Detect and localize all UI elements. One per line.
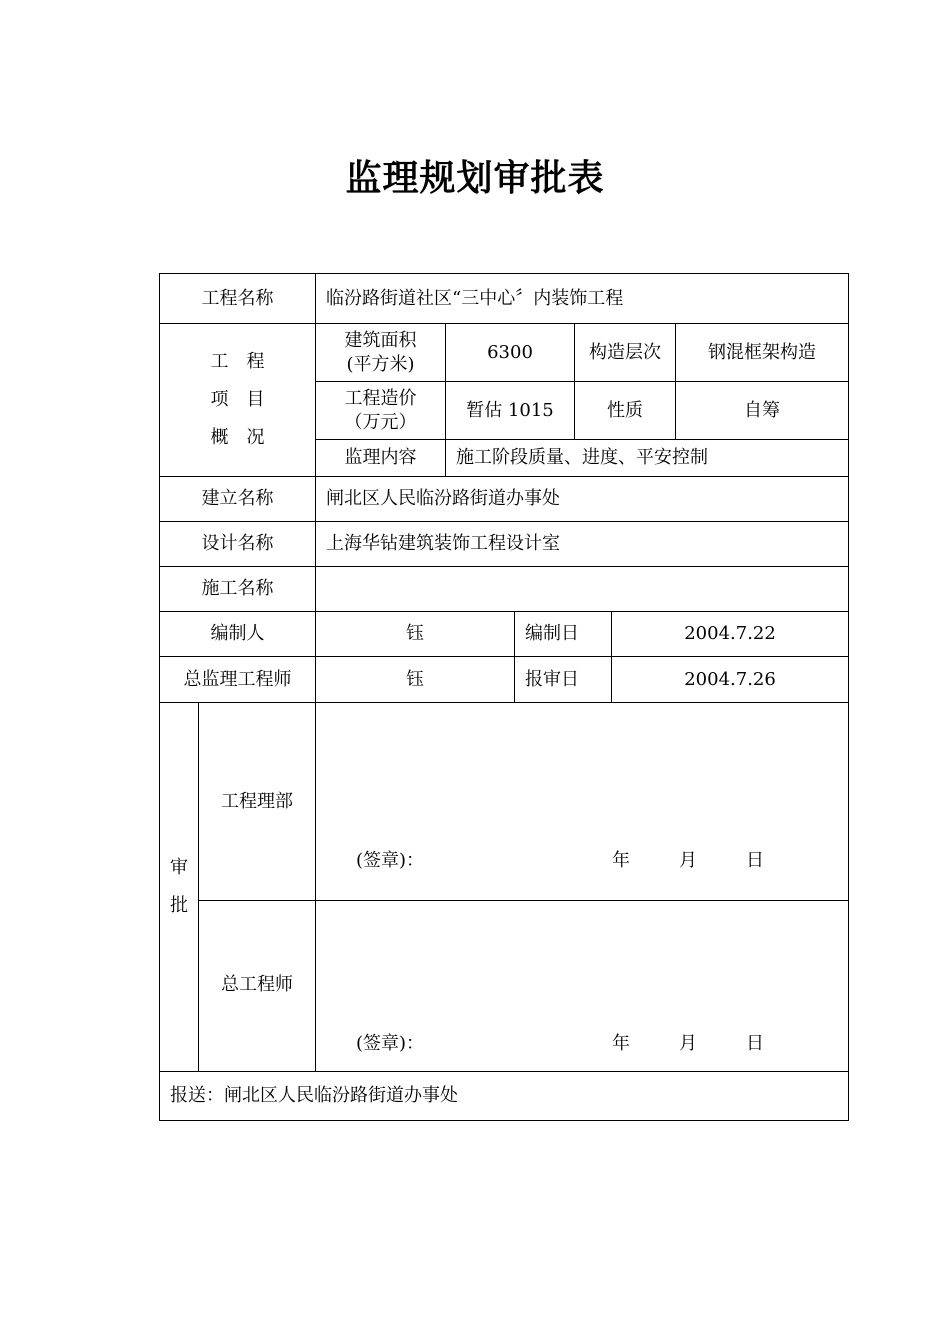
dept1-sign-area bbox=[316, 703, 849, 901]
approval-label-char-1: 审 bbox=[170, 857, 188, 878]
dept2-year-label: 年 bbox=[612, 1033, 630, 1054]
compile-date-value: 2004.7.22 bbox=[612, 612, 849, 657]
row-approval-chief bbox=[160, 901, 849, 1072]
owner-label: 建立名称 bbox=[160, 477, 316, 522]
approval-label-char-2: 批 bbox=[170, 895, 188, 916]
chief-label: 总监理工程师 bbox=[160, 657, 316, 703]
project-name-value: 临汾路街道社区“三中心〞内装饰工程 bbox=[316, 274, 849, 324]
design-value: 上海华钻建筑装饰工程设计室 bbox=[316, 522, 849, 567]
cost-label-line-1: 工程造价 bbox=[344, 387, 417, 409]
compile-date-label: 编制日 bbox=[515, 612, 612, 657]
page-title: 监理规划审批表 bbox=[345, 158, 605, 199]
submit-date-value: 2004.7.26 bbox=[612, 657, 849, 703]
row-compiler bbox=[160, 612, 849, 657]
nature-label: 性质 bbox=[575, 382, 676, 440]
dept1-month-label: 月 bbox=[679, 850, 697, 871]
owner-value: 闸北区人民临汾路街道办事处 bbox=[316, 477, 849, 522]
row-approval-dept bbox=[160, 703, 849, 901]
design-label: 设计名称 bbox=[160, 522, 316, 567]
row-project-name bbox=[160, 274, 849, 324]
dept2-month-label: 月 bbox=[679, 1033, 697, 1054]
overview-label-line-3: 概 况 bbox=[210, 427, 265, 448]
cost-label-line-2: （万元） bbox=[344, 411, 417, 433]
area-label-line-1: 建筑面积 bbox=[344, 329, 417, 351]
approval-label bbox=[160, 703, 199, 1072]
approval-form-table bbox=[159, 273, 849, 1121]
structure-label: 构造层次 bbox=[575, 324, 676, 382]
row-overview-area bbox=[160, 324, 849, 382]
content-label: 监理内容 bbox=[316, 440, 446, 477]
compiler-label: 编制人 bbox=[160, 612, 316, 657]
dept1-sign-line bbox=[356, 849, 848, 873]
dept1-year-label: 年 bbox=[612, 850, 630, 871]
project-name-label: 工程名称 bbox=[160, 274, 316, 324]
overview-label-line-2: 项 目 bbox=[210, 389, 265, 410]
dept2-sign-area bbox=[316, 901, 849, 1072]
dept2-day-label: 日 bbox=[746, 1033, 764, 1054]
row-construction bbox=[160, 567, 849, 612]
area-label bbox=[316, 324, 446, 382]
construction-value bbox=[316, 567, 849, 612]
report-to-text: 报送：闸北区人民临汾路街道办事处 bbox=[160, 1072, 849, 1121]
row-report-to bbox=[160, 1072, 849, 1121]
dept2-sign-line bbox=[356, 1032, 848, 1056]
structure-value: 钢混框架构造 bbox=[676, 324, 849, 382]
submit-date-label: 报审日 bbox=[515, 657, 612, 703]
chief-value: 钰 bbox=[316, 657, 515, 703]
row-design bbox=[160, 522, 849, 567]
dept1-label: 工程理部 bbox=[199, 703, 316, 901]
overview-label bbox=[160, 324, 316, 477]
compiler-value: 钰 bbox=[316, 612, 515, 657]
dept1-day-label: 日 bbox=[746, 850, 764, 871]
area-label-line-2: (平方米) bbox=[346, 353, 415, 375]
row-owner bbox=[160, 477, 849, 522]
dept1-seal-label: (签章)： bbox=[356, 850, 425, 871]
dept2-label: 总工程师 bbox=[199, 901, 316, 1072]
row-chief-supervisor bbox=[160, 657, 849, 703]
construction-label: 施工名称 bbox=[160, 567, 316, 612]
content-value: 施工阶段质量、进度、平安控制 bbox=[446, 440, 849, 477]
cost-value: 暂估 1015 bbox=[446, 382, 575, 440]
nature-value: 自筹 bbox=[676, 382, 849, 440]
overview-label-line-1: 工 程 bbox=[210, 351, 265, 372]
dept2-seal-label: (签章)： bbox=[356, 1033, 425, 1054]
area-value: 6300 bbox=[446, 324, 575, 382]
cost-label bbox=[316, 382, 446, 440]
